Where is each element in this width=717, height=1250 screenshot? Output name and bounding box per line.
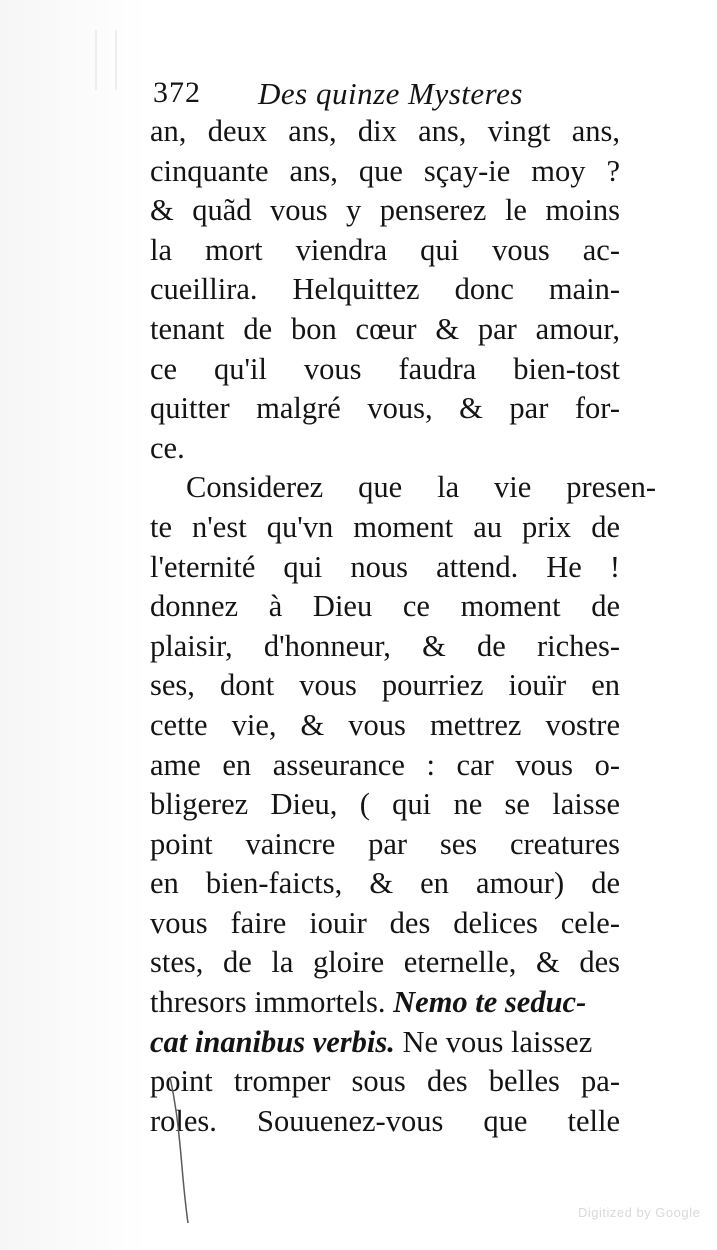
text-line: vous faire iouir des delices cele- (150, 905, 620, 940)
gutter-mark (95, 30, 117, 90)
text-line: quitter malgré vous, & par for- (150, 391, 620, 426)
text-line: ame en asseurance : car vous o- (150, 747, 620, 782)
text-line: ses, dont vous pourriez iouïr en (150, 668, 620, 703)
page-number: 372 (153, 76, 201, 109)
text-line: an, deux ans, dix ans, vingt ans, (150, 114, 620, 148)
text-line: en bien-faicts, & en amour) de (150, 866, 620, 901)
text-fragment: Ne vous laissez (402, 1024, 593, 1059)
text-line: cette vie, & vous mettrez vostre (150, 707, 620, 742)
paragraph-start: Considerez que la vie presen- (186, 470, 656, 505)
text-line-with-latin (150, 983, 630, 1023)
latin-quote: cat inanibus verbis. (150, 1024, 395, 1059)
text-line: tenant de bon cœur & par amour, (150, 311, 620, 346)
page-gutter-shadow (0, 0, 150, 1250)
text-line: point tromper sous des belles pa- (150, 1064, 620, 1099)
text-line: point vaincre par ses creatures (150, 826, 620, 861)
latin-quote: Nemo te seduc- (393, 985, 587, 1020)
text-line: cinquante ans, que sçay-ie moy ? (150, 153, 620, 188)
running-title: Des quinze Mysteres (258, 76, 523, 111)
text-line: & quãd vous y penserez le moins (150, 193, 620, 228)
text-line: donnez à Dieu ce moment de (150, 589, 620, 624)
text-line: bligerez Dieu, ( qui ne se laisse (150, 787, 620, 822)
text-fragment: thresors immortels. (150, 985, 386, 1020)
text-line: l'eternité qui nous attend. He ! (150, 549, 620, 584)
text-line: stes, de la gloire eternelle, & des (150, 945, 620, 980)
digitization-watermark: Digitized by Google (578, 1205, 701, 1220)
text-line-with-latin (150, 1023, 630, 1063)
text-line: la mort viendra qui vous ac- (150, 232, 620, 267)
text-line: te n'est qu'vn moment au prix de (150, 509, 620, 544)
text-line: plaisir, d'honneur, & de riches- (150, 628, 620, 663)
text-line: roles. Souuenez-vous que telle (150, 1103, 620, 1138)
pencil-mark (168, 1075, 198, 1225)
text-line: ce. (150, 430, 185, 465)
text-line: ce qu'il vous faudra bien-tost (150, 351, 620, 386)
body-text (150, 112, 656, 1141)
text-line: cueillira. Helquittez donc main- (150, 272, 620, 307)
